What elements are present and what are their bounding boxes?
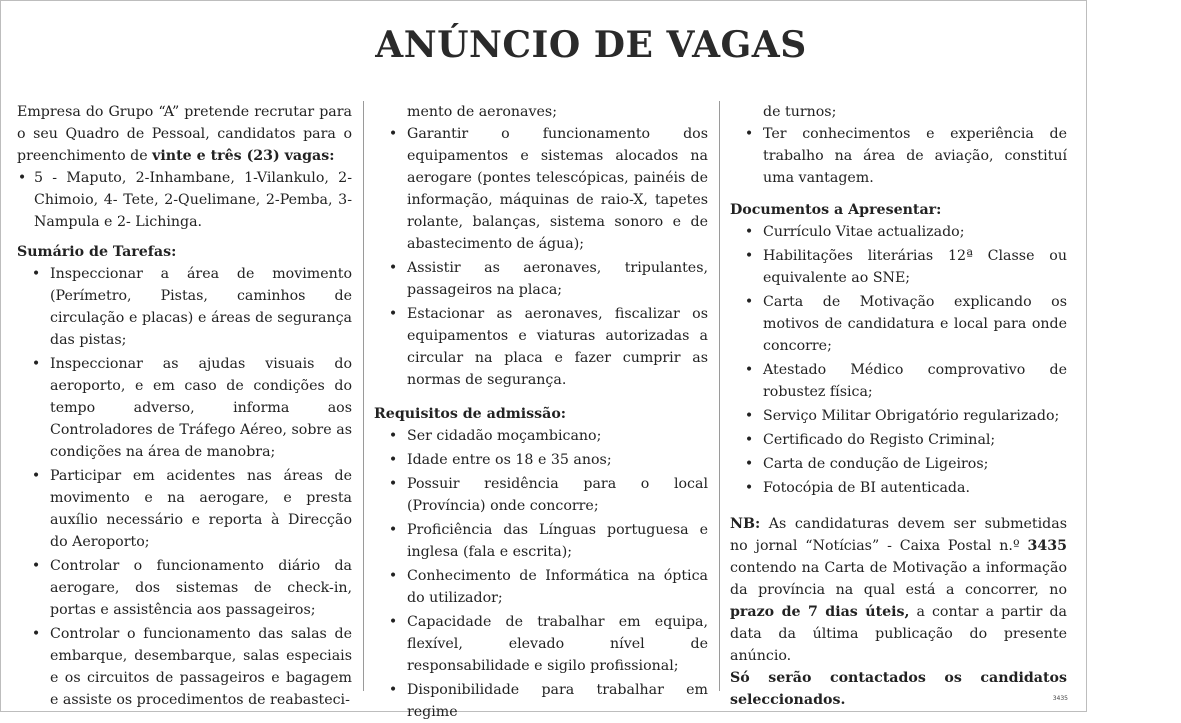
- list-item: [730, 221, 1067, 243]
- list-item: [374, 257, 708, 301]
- list-item-text: Currículo Vitae actualizado;: [763, 224, 965, 240]
- closing-text: Só serão contactados os candidatos seleccionados.: [730, 670, 1067, 708]
- list-item-text: Inspeccionar as ajudas visuais do aeroporto, e em caso de condições do tempo adverso, informa aos Controladores de Tráfego Aéreo, sobre as condições na área de manobra;: [50, 356, 352, 460]
- list-item-text: Garantir o funcionamento dos equipamentos e sistemas alocados na aerogare (pontes telescópicas, painéis de informação, máquinas de raio-X, tapetes rolante, balanças, sistema sonoro e de abastecimento de água);: [407, 126, 708, 252]
- column-divider: [363, 101, 364, 691]
- documents-list: [730, 221, 1067, 499]
- bullet-icon: •: [388, 306, 398, 322]
- bullet-icon: •: [744, 456, 754, 472]
- list-item: [17, 555, 352, 621]
- list-item: [730, 291, 1067, 357]
- nb-text: As candidaturas devem ser submetidas no jornal “Notícias” - Caixa Postal n.º: [730, 516, 1067, 554]
- bullet-icon: •: [388, 522, 398, 538]
- bullet-icon: •: [31, 626, 41, 642]
- list-item-text: Controlar o funcionamento diário da aerogare, dos sistemas de check-in, portas e assistência aos passageiros;: [50, 558, 352, 618]
- list-item-text: Idade entre os 18 e 35 anos;: [407, 452, 612, 468]
- list-item-text: Participar em acidentes nas áreas de movimento e na aerogare, e presta auxílio necessário e reporta à Direcção do Aeroporto;: [50, 468, 352, 550]
- bullet-icon: •: [388, 428, 398, 444]
- vacancy-count: vinte e três (23) vagas:: [152, 148, 335, 164]
- bullet-icon: •: [17, 170, 27, 186]
- list-item-text: Conhecimento de Informática na óptica do utilizador;: [407, 568, 708, 606]
- nb-label: NB:: [730, 516, 761, 532]
- list-item: [730, 405, 1067, 427]
- bullet-icon: •: [31, 558, 41, 574]
- column-2: [374, 101, 708, 720]
- bullet-icon: •: [388, 260, 398, 276]
- list-item-text: Certificado do Registo Criminal;: [763, 432, 996, 448]
- list-item-text: Carta de condução de Ligeiros;: [763, 456, 989, 472]
- bullet-icon: •: [744, 224, 754, 240]
- requirements-heading: Requisitos de admissão:: [374, 406, 567, 422]
- list-item: [730, 123, 1067, 189]
- list-item-text: Inspeccionar a área de movimento (Perímetro, Pistas, caminhos de circulação e placas) e áreas de segurança das pistas;: [50, 266, 352, 348]
- tasks-heading: Sumário de Tarefas:: [17, 244, 177, 260]
- list-item-text: Fotocópia de BI autenticada.: [763, 480, 970, 496]
- list-item: [374, 519, 708, 563]
- requirements-list: [374, 425, 708, 723]
- list-item-text: Atestado Médico comprovativo de robustez física;: [763, 362, 1067, 400]
- list-item-text: Proficiência das Línguas portuguesa e inglesa (fala e escrita);: [407, 522, 708, 560]
- list-item-text: Habilitações literárias 12ª Classe ou equivalente ao SNE;: [763, 248, 1067, 286]
- bullet-icon: •: [744, 480, 754, 496]
- bullet-icon: •: [388, 568, 398, 584]
- bullet-icon: •: [31, 468, 41, 484]
- list-item: [730, 429, 1067, 451]
- page-title: ANÚNCIO DE VAGAS: [375, 24, 807, 66]
- bullet-icon: •: [744, 294, 754, 310]
- intro-text: Empresa do Grupo “A” pretende recrutar para o seu Quadro de Pessoal, candidatos para o preenchimento de: [17, 104, 352, 164]
- documents-heading: Documentos a Apresentar:: [730, 202, 942, 218]
- list-item: [374, 303, 708, 391]
- locations-item: [17, 167, 352, 233]
- deadline-text: prazo de 7 dias úteis,: [730, 604, 910, 620]
- list-item: [730, 453, 1067, 475]
- list-item: [374, 123, 708, 255]
- locations-text: 5 - Maputo, 2-Inhambane, 1-Vilankulo, 2-Chimoio, 4- Tete, 2-Quelimane, 2-Pemba, 3- Nampula e 2- Lichinga.: [34, 170, 352, 230]
- closing-note: [730, 667, 1067, 711]
- list-item: [374, 449, 708, 471]
- list-item-text: Controlar o funcionamento das salas de embarque, desembarque, salas especiais e os circuitos de passageiros e bagagem e assiste os procedimentos de reabasteci-: [50, 626, 352, 708]
- bullet-icon: •: [388, 614, 398, 630]
- bullet-icon: •: [744, 432, 754, 448]
- postal-box-number: 3435: [1027, 538, 1067, 554]
- bullet-icon: •: [31, 266, 41, 282]
- bullet-icon: •: [744, 248, 754, 264]
- column-divider: [719, 101, 720, 691]
- list-item-text: Carta de Motivação explicando os motivos de candidatura e local para onde concorre;: [763, 294, 1067, 354]
- continued-text: mento de aeronaves;: [407, 104, 557, 120]
- list-item: [17, 353, 352, 463]
- bullet-icon: •: [388, 476, 398, 492]
- requirements-list-continued: [730, 123, 1067, 189]
- continued-text: de turnos;: [763, 104, 837, 120]
- bullet-icon: •: [744, 362, 754, 378]
- column-1: [17, 101, 352, 708]
- nb-text: contendo na Carta de Motivação a informação da província na qual está a concorrer, no: [730, 560, 1067, 598]
- list-item-text: Serviço Militar Obrigatório regularizado;: [763, 408, 1060, 424]
- bullet-icon: •: [388, 126, 398, 142]
- list-item: [374, 473, 708, 517]
- list-item: [17, 623, 352, 711]
- list-item: [374, 611, 708, 677]
- list-item: [730, 477, 1067, 499]
- list-item: [374, 425, 708, 447]
- list-item-text: Disponibilidade para trabalhar em regime: [407, 682, 708, 720]
- intro-paragraph: [17, 101, 352, 167]
- list-item-text: Possuir residência para o local (Província) onde concorre;: [407, 476, 708, 514]
- list-item: [17, 263, 352, 351]
- list-item-text: Capacidade de trabalhar em equipa, flexível, elevado nível de responsabilidade e sigilo profissional;: [407, 614, 708, 674]
- bullet-icon: •: [744, 126, 754, 142]
- nb-paragraph: [730, 513, 1067, 667]
- footer-code: 3435: [1052, 695, 1068, 702]
- bullet-icon: •: [744, 408, 754, 424]
- nb-text: a contar a partir da data da última publicação do presente anúncio.: [730, 604, 1067, 664]
- list-item: [374, 679, 708, 723]
- column-3: [730, 101, 1067, 708]
- bullet-icon: •: [31, 356, 41, 372]
- list-item: [730, 359, 1067, 403]
- list-item-text: Estacionar as aeronaves, fiscalizar os equipamentos e viaturas autorizadas a circular na placa e fazer cumprir as normas de segurança.: [407, 306, 708, 388]
- list-item: [730, 245, 1067, 289]
- list-item-text: Ter conhecimentos e experiência de trabalho na área de aviação, constituí uma vantagem.: [763, 126, 1067, 186]
- list-item: [374, 565, 708, 609]
- list-item: [17, 465, 352, 553]
- bullet-icon: •: [388, 682, 398, 698]
- tasks-list-continued: [374, 123, 708, 391]
- list-item-text: Ser cidadão moçambicano;: [407, 428, 602, 444]
- list-item-text: Assistir as aeronaves, tripulantes, passageiros na placa;: [407, 260, 708, 298]
- tasks-list: [17, 263, 352, 711]
- bullet-icon: •: [388, 452, 398, 468]
